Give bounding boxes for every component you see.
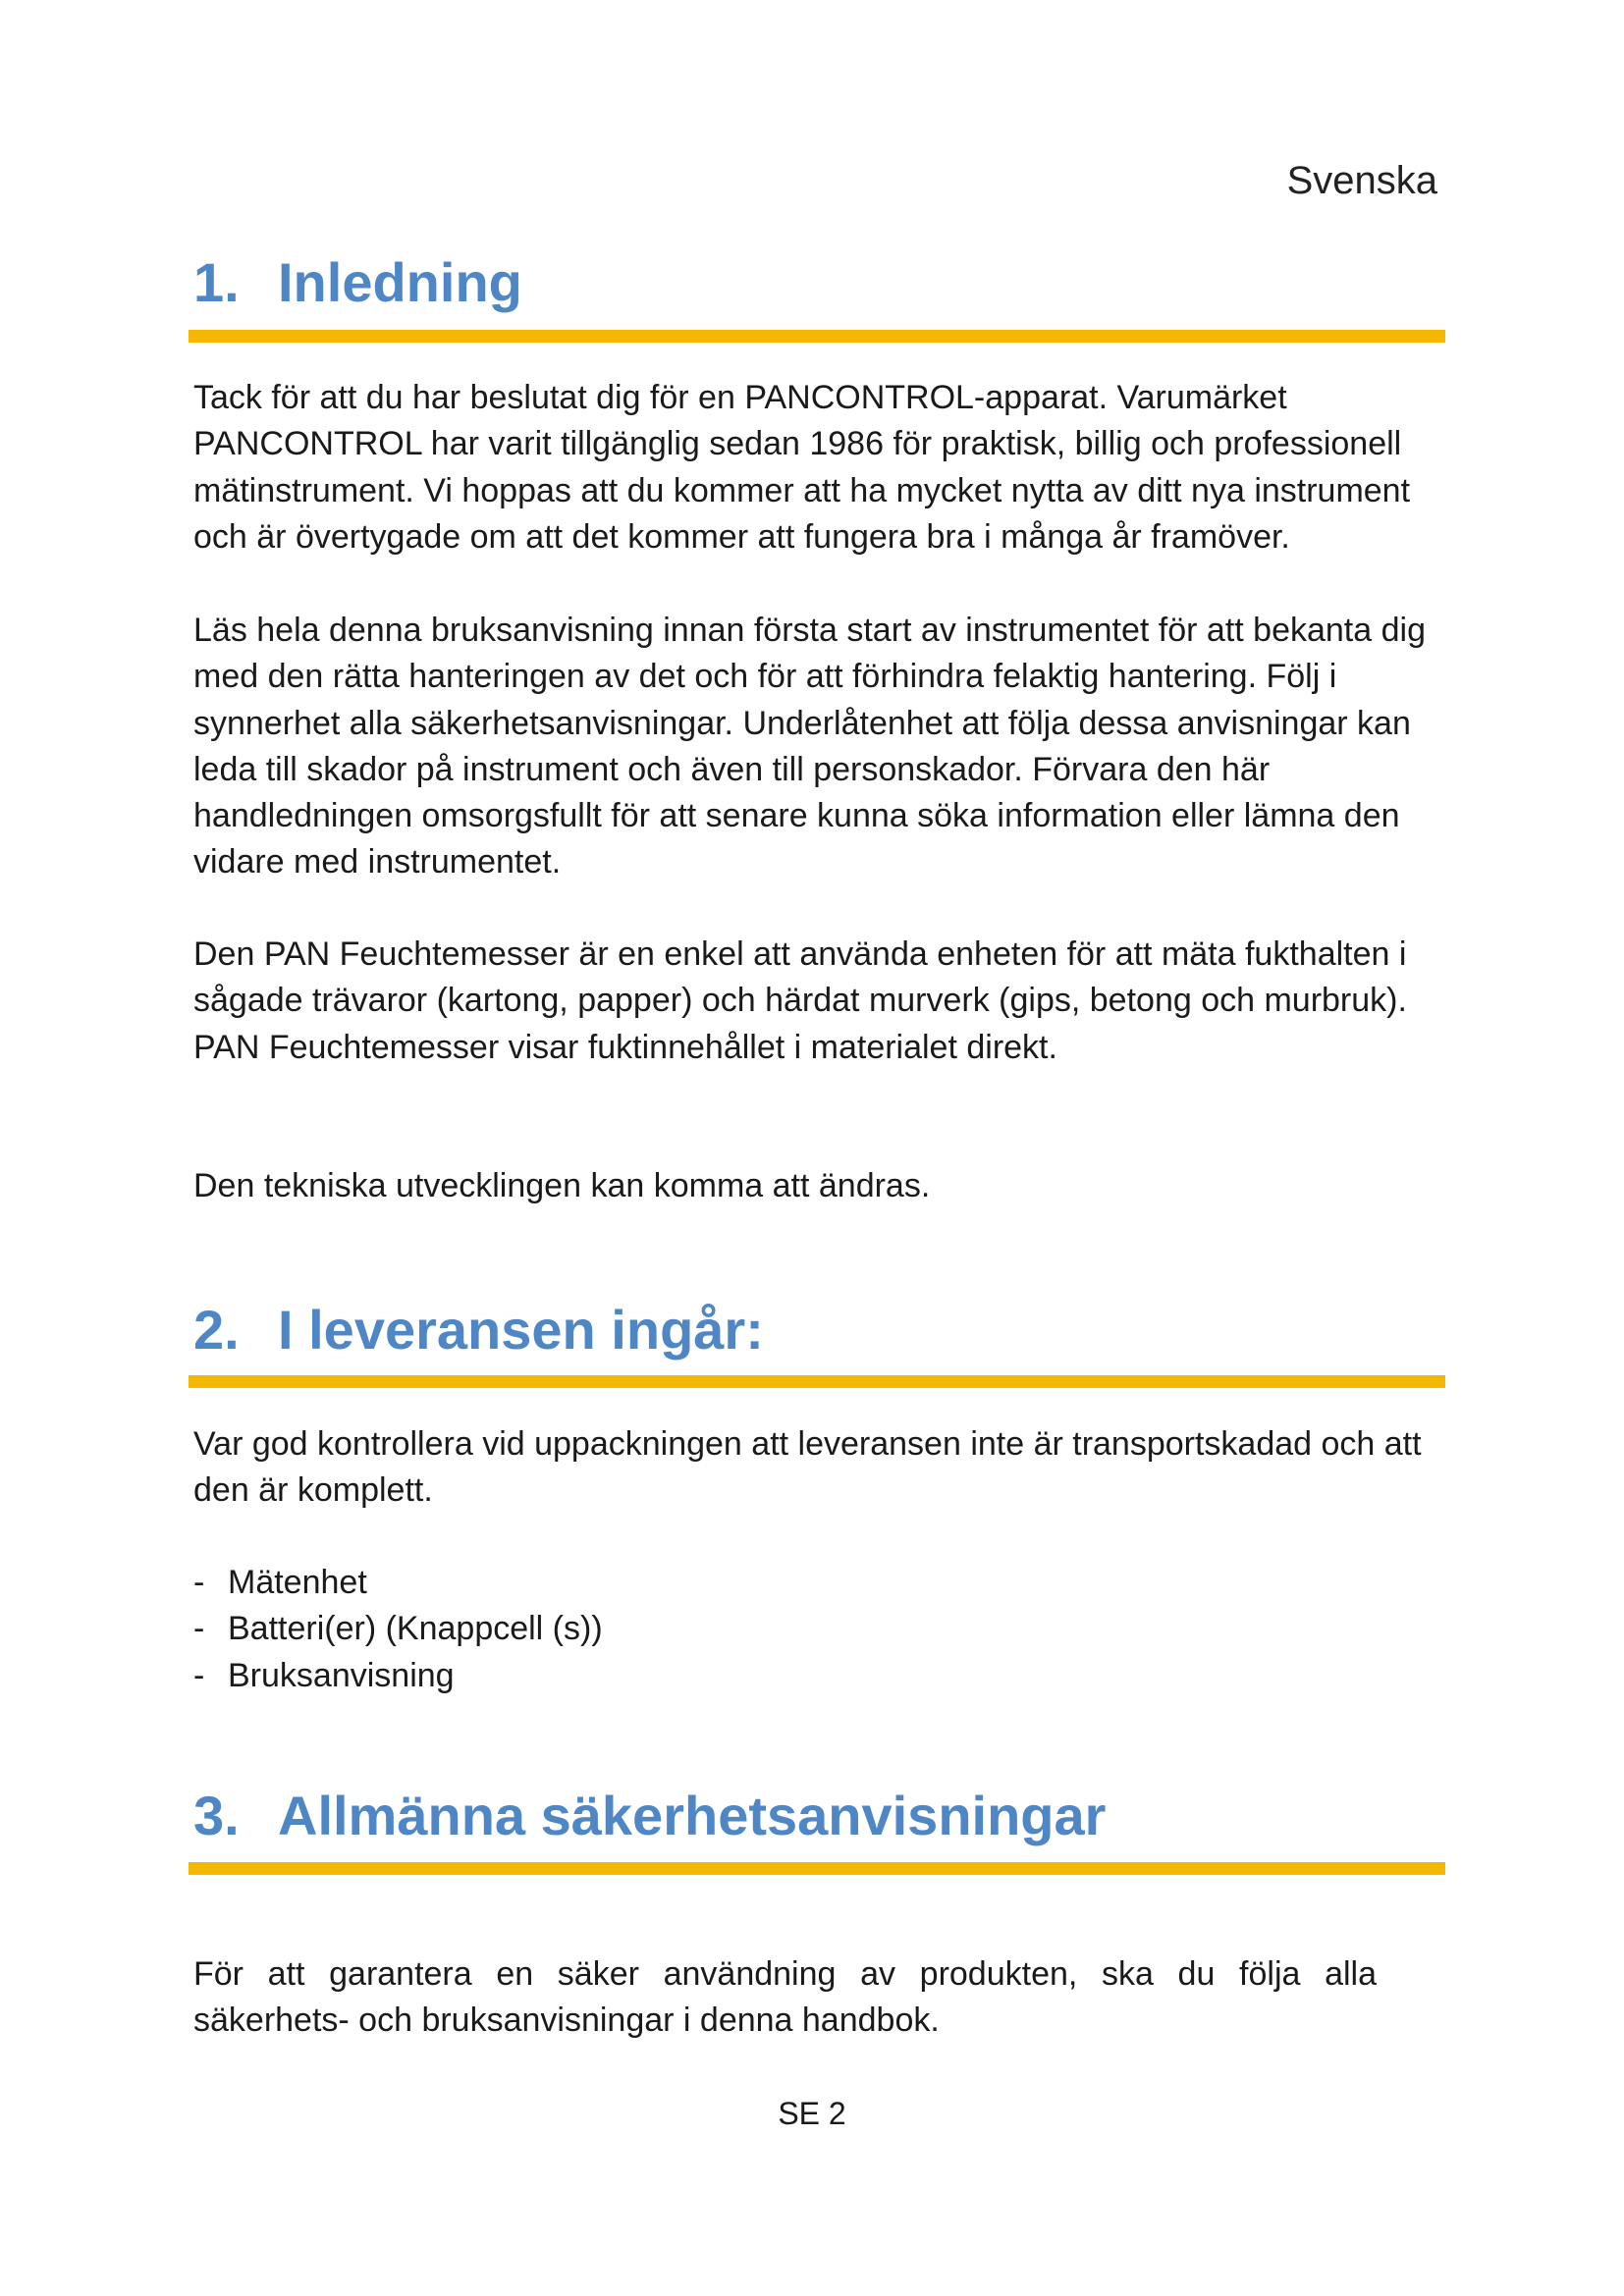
list-item	[193, 1653, 603, 1699]
section-1-divider	[189, 330, 1445, 343]
section-1-paragraph-4-text: Den tekniska utvecklingen kan komma att ändras.	[193, 1167, 931, 1204]
section-3-heading	[193, 1784, 1106, 1847]
section-2-heading	[193, 1298, 764, 1362]
section-1-paragraph-3	[193, 932, 1460, 1071]
section-3-divider	[189, 1862, 1445, 1875]
section-2-paragraph-1	[193, 1421, 1460, 1515]
section-3-paragraph-1-text: För att garantera en säker användning av produkten, ska du följa alla säkerhets- och bruksanvisningar i denna handbok.	[193, 1955, 1377, 2040]
list-item-text: Bruksanvisning	[228, 1656, 455, 1694]
section-1-paragraph-2	[193, 608, 1460, 886]
language-label: Svenska	[1286, 159, 1437, 202]
section-1-paragraph-1-text: Tack för att du har beslutat dig för en PANCONTROL-apparat. Varumärket PANCONTROL har varit tillgänglig sedan 1986 för praktisk, billig och professionell mätinstrument. Vi hoppas att du kommer att ha mycket nytta av ditt nya instrument och är övertygade om att det kommer att fungera bra i många år framöver.	[193, 379, 1411, 556]
section-2-divider	[189, 1375, 1445, 1388]
list-bullet: -	[193, 1564, 205, 1601]
section-1-paragraph-1	[193, 375, 1460, 561]
section-2-title: I leveransen ingår:	[278, 1299, 764, 1361]
section-2-number: 2.	[193, 1299, 240, 1361]
list-item-text: Batteri(er) (Knappcell (s))	[228, 1610, 603, 1648]
list-bullet: -	[193, 1610, 205, 1648]
section-3-number: 3.	[193, 1785, 240, 1846]
section-1-heading	[193, 250, 522, 314]
page-number: SE 2	[778, 2096, 846, 2131]
section-1-title: Inledning	[278, 251, 522, 313]
section-1-number: 1.	[193, 251, 240, 313]
list-bullet: -	[193, 1656, 205, 1694]
section-3-paragraph-1	[193, 1951, 1377, 2045]
section-1-paragraph-4	[193, 1163, 1460, 1209]
list-item	[193, 1606, 603, 1652]
section-1-paragraph-3-text: Den PAN Feuchtemesser är en enkel att använda enheten för att mäta fukthalten i sågade trävaror (kartong, papper) och härdat murverk (gips, betong och murbruk). PAN Feuchtemesser visar fuktinnehållet i materialet direkt.	[193, 935, 1407, 1066]
section-1-paragraph-2-text: Läs hela denna bruksanvisning innan första start av instrumentet för att bekanta dig med den rätta hanteringen av det och för att förhindra felaktig hantering. Följ i synnerhet alla säkerhetsanvisningar. Underlåtenhet att följa dessa anvisningar kan leda till skador på instrument och även till personskador. Förvara den här handledningen omsorgsfullt för att senare kunna söka information eller lämna den vidare med instrumentet.	[193, 612, 1426, 881]
list-item	[193, 1560, 603, 1606]
section-2-paragraph-1-text: Var god kontrollera vid uppackningen att leveransen inte är transportskadad och att den är komplett.	[193, 1425, 1422, 1510]
section-3-title: Allmänna säkerhetsanvisningar	[278, 1785, 1107, 1846]
list-item-text: Mätenhet	[228, 1564, 367, 1601]
delivery-contents-list	[193, 1560, 603, 1699]
